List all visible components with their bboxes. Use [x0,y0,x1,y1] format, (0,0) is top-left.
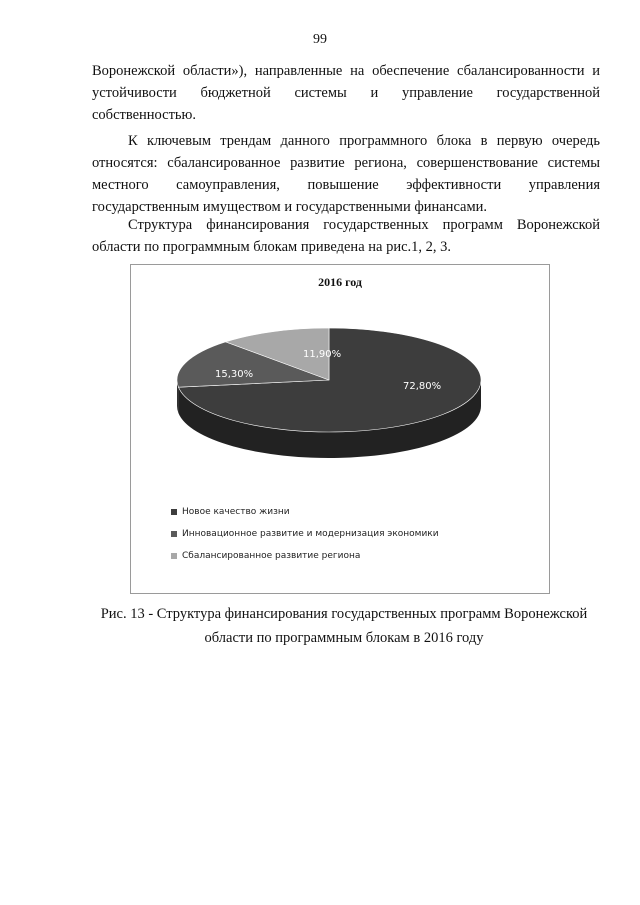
legend-item-1 [171,523,439,545]
paragraph-2-text: К ключевым трендам данного программного блока в первую очередь относятся: сбалансированное развитие региона, совершенствование системы местного самоуправления, повышение эффективности управления государственным имуществом и государственными финансами. [92,133,600,215]
paragraph-1 [92,60,600,126]
chart-legend [171,501,439,567]
legend-swatch-2 [171,553,177,559]
legend-label-1: Инновационное развитие и модернизация экономики [182,529,439,539]
legend-swatch-1 [171,531,177,537]
paragraph-3 [92,214,600,258]
legend-label-0: Новое качество жизни [182,507,290,517]
page-number: 99 [313,32,327,47]
legend-label-2: Сбалансированное развитие региона [182,551,361,561]
chart-frame [130,264,550,594]
chart-title: 2016 год [318,275,362,289]
legend-swatch-0 [171,509,177,515]
paragraph-3-text: Структура финансирования государственных программ Воронежской области по программным блокам приведена на рис.1, 2, 3. [92,217,600,255]
legend-item-2 [171,545,439,567]
pie-label-0: 72,80% [403,381,442,392]
pie-label-2: 11,90% [303,349,342,360]
paragraph-2 [92,130,600,218]
pie-label-1: 15,30% [215,369,254,380]
figure-caption: Рис. 13 - Структура финансирования государственных программ Воронежской области по программным блокам в 2016 году [100,606,588,646]
legend-item-0 [171,501,439,523]
paragraph-1-text: Воронежской области»), направленные на обеспечение сбалансированности и устойчивости бюджетной системы и управление государственной собственностью. [92,63,600,123]
